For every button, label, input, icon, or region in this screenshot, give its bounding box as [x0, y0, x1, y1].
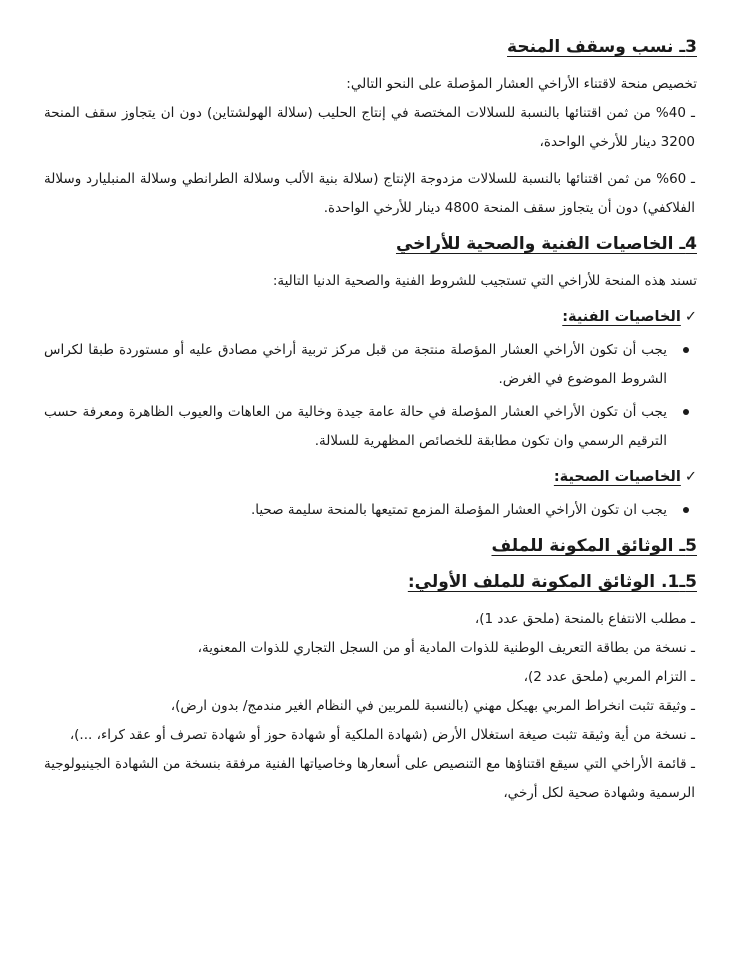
document-list-item: ـ مطلب الانتفاع بالمنحة (ملحق عدد 1)، [474, 611, 695, 627]
section-5-1-heading: 5ـ1. الوثائق المكونة للملف الأولي: [407, 572, 697, 592]
technical-properties-title: الخاصيات الفنية: [562, 309, 681, 325]
document-list-item: ـ وثيقة تثبت انخراط المربي بهيكل مهني (بالنسبة للمربين في النظام الغير مندمج/ بدون ارض)، [170, 698, 695, 714]
checkmark-icon: ✓ [684, 309, 697, 325]
document-list-item: ـ التزام المربي (ملحق عدد 2)، [523, 669, 695, 685]
section-4-intro: تسند هذه المنحة للأراخي التي تستجيب للشروط الفنية والصحية الدنيا التالية: [272, 273, 697, 289]
section-3-intro: تخصيص منحة لاقتناء الأراخي العشار المؤصلة على النحو التالي: [346, 76, 697, 92]
technical-properties-heading [44, 302, 697, 332]
health-properties-title: الخاصيات الصحية: [553, 469, 681, 485]
section-3-item: ـ 40% من ثمن اقتنائها بالنسبة للسلالات المختصة في إنتاج الحليب (سلالة الهولشتاين) دون ان يتجاوز سقف المنحة 3200 دينار للأرخي الواحدة، [44, 105, 695, 150]
bullet-item: يجب أن تكون الأراخي العشار المؤصلة في حالة عامة جيدة وخالية من العاهات والعيوب الظاهرة ومعرفة حسب الترقيم الرسمي وان تكون مطابقة للخصائص المظهرية للسلالة. [44, 398, 697, 456]
document-list-item: ـ نسخة من أية وثيقة تثبت صيغة استغلال الأرض (شهادة الملكية أو شهادة حوز أو شهادة تصرف أو عقد كراء، ...)، [69, 727, 695, 743]
health-properties-heading [44, 462, 697, 492]
bullet-item: يجب أن تكون الأراخي العشار المؤصلة منتجة من قبل مركز تربية أراخي مصادق عليه أو مستوردة طبقا لكراس الشروط الموضوع في الغرض. [44, 336, 697, 394]
section-3-heading: 3ـ نسب وسقف المنحة [507, 37, 697, 57]
section-5-heading: 5ـ الوثائق المكونة للملف [491, 536, 697, 556]
bullet-item: يجب ان تكون الأراخي العشار المؤصلة المزمع تمتيعها بالمنحة سليمة صحيا. [44, 496, 697, 525]
section-4-heading: 4ـ الخاصيات الفنية والصحية للأراخي [395, 234, 697, 254]
document-list-item: ـ نسخة من بطاقة التعريف الوطنية للذوات المادية أو من السجل التجاري للذوات المعنوية، [197, 640, 695, 656]
document-list-item: ـ قائمة الأراخي التي سيقع اقتناؤها مع التنصيص على أسعارها وخاصياتها الفنية مرفقة بنسخة من الشهادة الجينيولوجية الرسمية وشهادة صحية لكل أرخي، [44, 756, 695, 801]
section-3-item: ـ 60% من ثمن اقتنائها بالنسبة للسلالات مزدوجة الإنتاج (سلالة بنية الألب وسلالة الطرانطي وسلالة المنبليارد وسلالة الفلاكفي) دون أن يتجاوز سقف المنحة 4800 دينار للأرخي الواحدة. [44, 171, 696, 216]
checkmark-icon: ✓ [684, 469, 697, 485]
